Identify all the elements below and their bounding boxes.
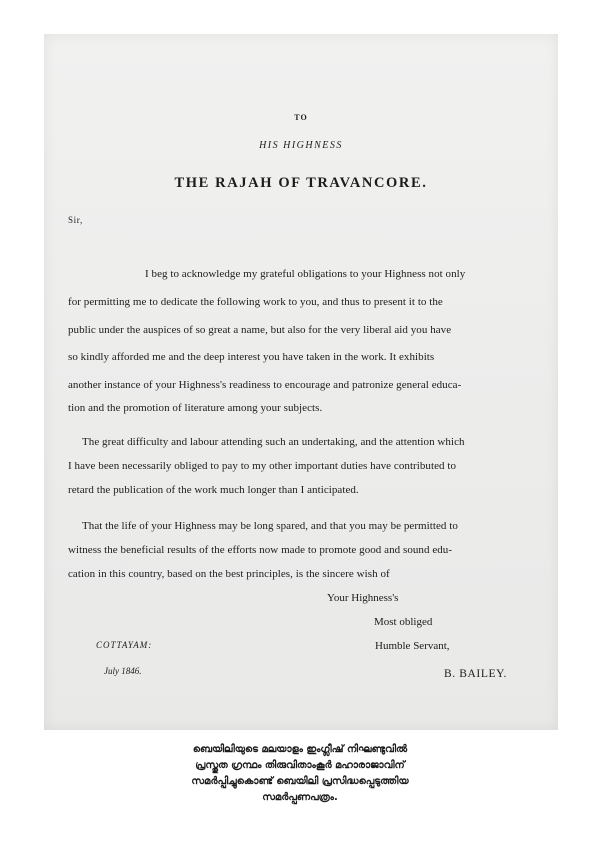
body-line: for permitting me to dedicate the following work to you, and thus to present it to the — [68, 296, 443, 308]
caption-line: പ്രസ്തുത ഗ്രന്ഥം തിരുവിതാംകൂർ മഹാരാജാവിന് — [195, 760, 405, 771]
date: July 1846. — [104, 666, 142, 676]
caption-line: സമർപ്പണപത്രം. — [262, 792, 338, 803]
body-line: I have been necessarily obliged to pay to my other important duties have contributed to — [68, 460, 457, 472]
body-line: That the life of your Highness may be long spared, and that you may be permitted to — [82, 520, 458, 532]
place: COTTAYAM: — [96, 640, 153, 650]
scanned-page — [44, 34, 558, 730]
closing-line: Most obliged — [374, 616, 433, 628]
body-line: another instance of your Highness's readiness to encourage and patronize general educa- — [68, 379, 462, 391]
caption-line: സമർപ്പിച്ചുകൊണ്ട് ബെയിലി പ്രസിദ്ധപ്പെടുത്തിയ — [191, 776, 409, 787]
body-line: tion and the promotion of literature among your subjects. — [68, 402, 323, 414]
body-line: I beg to acknowledge my grateful obligations to your Highness not only — [145, 268, 466, 280]
signature: B. BAILEY. — [444, 668, 507, 680]
body-line: The great difficulty and labour attending such an undertaking, and the attention which — [82, 436, 465, 448]
body-line: public under the auspices of so great a name, but also for the very liberal aid you have — [68, 324, 452, 336]
closing-line: Your Highness's — [327, 592, 399, 604]
body-line: so kindly afforded me and the deep interest you have taken in the work. It exhibits — [68, 351, 435, 363]
heading-addressee: THE RAJAH OF TRAVANCORE. — [174, 175, 428, 191]
salutation: Sir, — [68, 215, 83, 225]
caption-line: ബെയിലിയുടെ മലയാളം ഇംഗ്ലീഷ് നിഘണ്ടുവിൽ — [192, 744, 408, 755]
body-line: witness the beneficial results of the efforts now made to promote good and sound edu- — [68, 544, 453, 556]
body-line: retard the publication of the work much longer than I anticipated. — [68, 484, 359, 496]
body-line: cation in this country, based on the best principles, is the sincere wish of — [68, 568, 390, 580]
heading-to: TO — [294, 113, 308, 122]
heading-his-highness: HIS HIGHNESS — [259, 140, 343, 151]
closing-line: Humble Servant, — [375, 640, 450, 652]
caption — [0, 742, 600, 806]
